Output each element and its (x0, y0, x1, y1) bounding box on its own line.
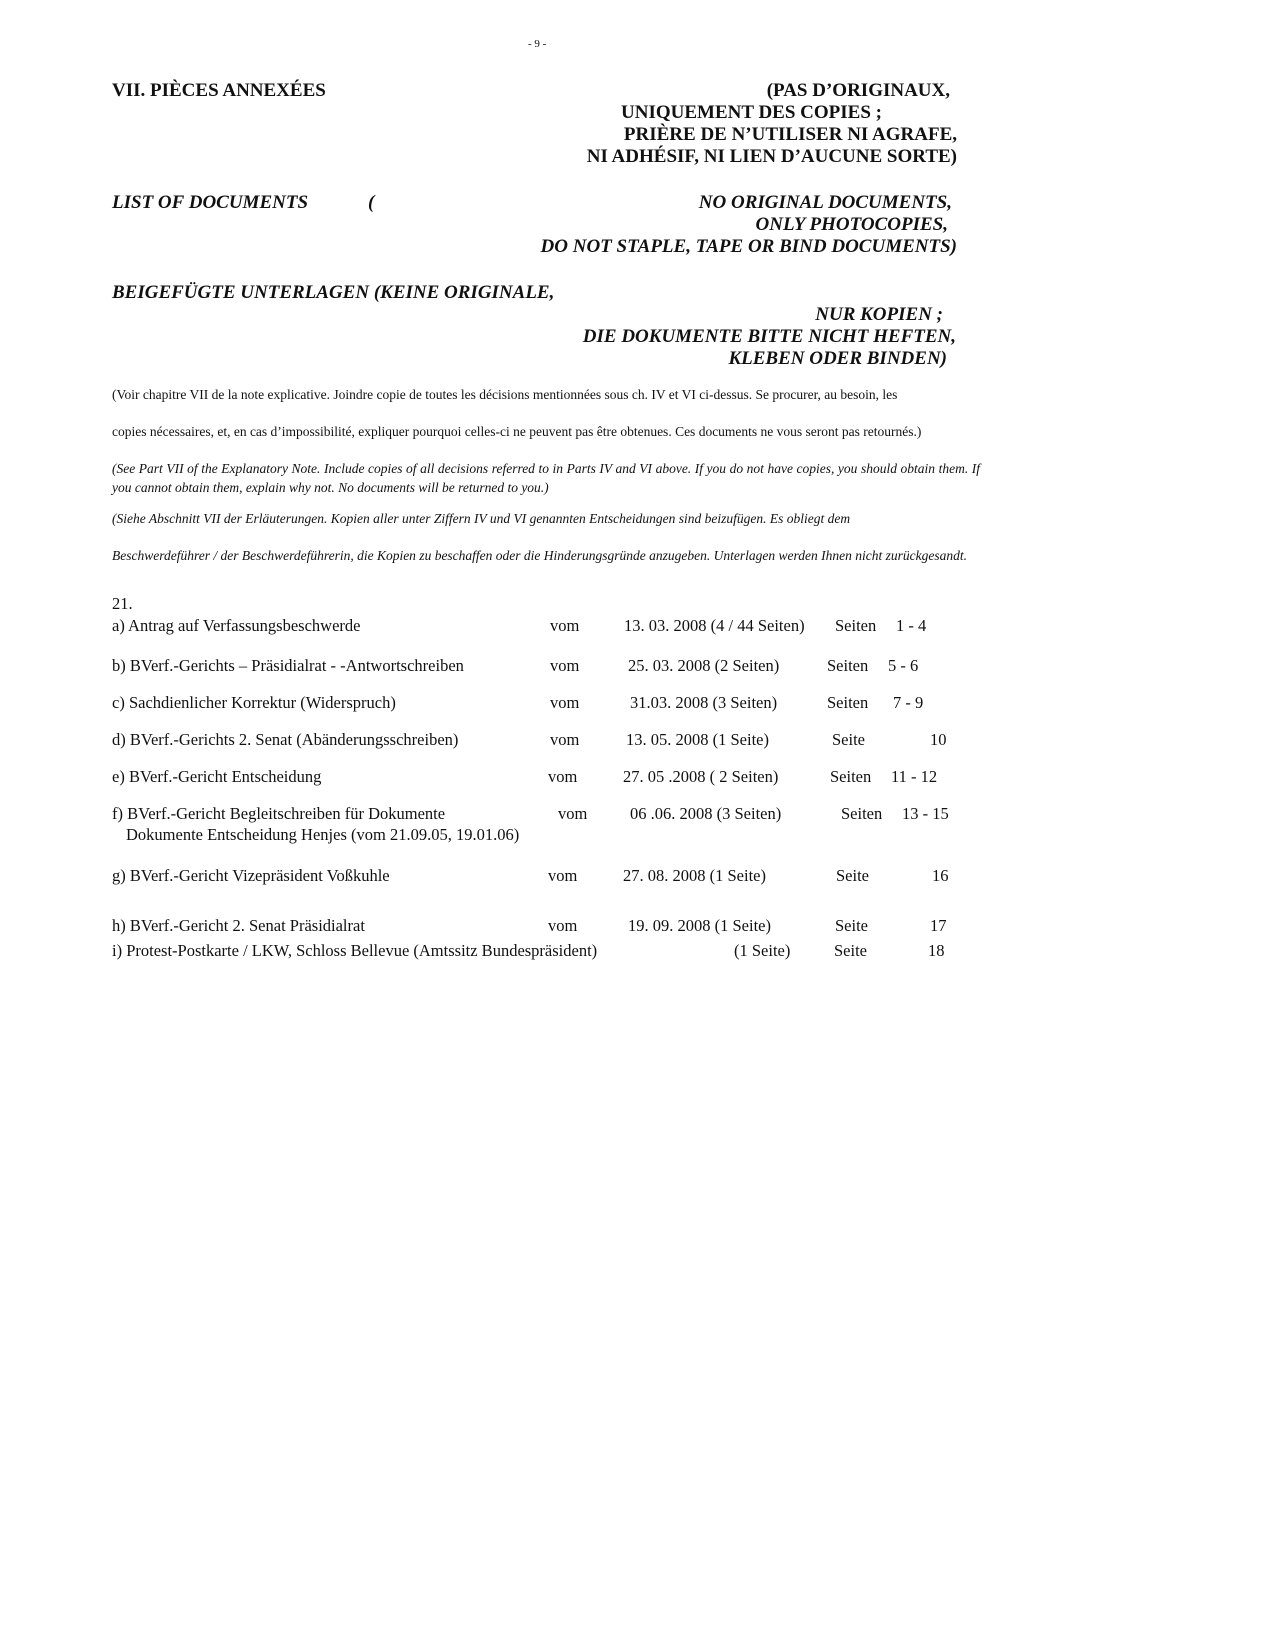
document-description: f) BVerf.-Gericht Begleitschreiben für Dokumente (112, 804, 446, 823)
document-pages: 13 - 15 (902, 804, 949, 823)
heading-de-title: BEIGEFÜGTE UNTERLAGEN (KEINE ORIGINALE, (112, 282, 555, 303)
document-pages: 5 - 6 (888, 656, 919, 675)
note-fr-2: copies nécessaires, et, en cas d’impossibilité, expliquer pourquoi celles-ci ne peuvent pas être obtenues. Ces documents ne vous seront pas retournés.) (112, 424, 922, 439)
document-date: 13. 03. 2008 (4 / 44 Seiten) (624, 616, 805, 635)
document-pages-label: Seite (832, 730, 865, 749)
document-description: c) Sachdienlicher Korrektur (Widerspruch) (112, 693, 396, 712)
document-pages-label: Seiten (835, 616, 877, 635)
document-date: 27. 08. 2008 (1 Seite) (623, 866, 766, 885)
document-description: e) BVerf.-Gericht Entscheidung (112, 767, 322, 786)
heading-fr-line: UNIQUEMENT DES COPIES ; (621, 102, 882, 123)
document-pages-label: Seiten (830, 767, 872, 786)
document-pages: 10 (930, 730, 947, 749)
document-description: d) BVerf.-Gerichts 2. Senat (Abänderungsschreiben) (112, 730, 459, 749)
document-vom: vom (550, 656, 580, 675)
heading-fr-line: PRIÈRE DE N’UTILISER NI AGRAFE, (623, 124, 957, 145)
document-pages: 11 - 12 (891, 767, 938, 786)
heading-de-line: NUR KOPIEN ; (815, 304, 943, 325)
document-pages: 16 (932, 866, 949, 885)
document-vom: vom (550, 693, 580, 712)
document-date: 13. 05. 2008 (1 Seite) (626, 730, 769, 749)
document-pages-label: Seite (835, 916, 868, 935)
document-date: 31.03. 2008 (3 Seiten) (630, 693, 778, 712)
document-vom: vom (550, 616, 580, 635)
note-de-1: (Siehe Abschnitt VII der Erläuterungen. Kopien aller unter Ziffern IV und VI genannten Entscheidungen sind beizufügen. Es obliegt dem (112, 511, 851, 526)
document-pages-label: Seiten (827, 693, 869, 712)
document-pages-label: Seite (834, 941, 867, 960)
heading-en-title: LIST OF DOCUMENTS (112, 192, 309, 213)
document-pages: 18 (928, 941, 945, 960)
document-pages-label: Seiten (827, 656, 869, 675)
heading-de-line: DIE DOKUMENTE BITTE NICHT HEFTEN, (582, 326, 956, 347)
heading-en-line: NO ORIGINAL DOCUMENTS, (698, 192, 952, 213)
page-number: - 9 - (528, 38, 547, 50)
document-vom: vom (550, 730, 580, 749)
document-vom: vom (548, 916, 578, 935)
document-date: 27. 05 .2008 ( 2 Seiten) (623, 767, 779, 786)
document-vom: vom (548, 767, 578, 786)
note-de-2: Beschwerdeführer / der Beschwerdeführerin, die Kopien zu beschaffen oder die Hinderungsgründe anzugeben. Unterlagen werden Ihnen nicht zurückgesandt. (112, 548, 967, 563)
document-vom: vom (548, 866, 578, 885)
note-fr-1: (Voir chapitre VII de la note explicative. Joindre copie de toutes les décisions mentionnées sous ch. IV et VI ci-dessus. Se procurer, au besoin, les (112, 387, 898, 402)
section-number: 21. (112, 594, 133, 613)
document-description: a) Antrag auf Verfassungsbeschwerde (112, 616, 361, 635)
document-description: h) BVerf.-Gericht 2. Senat Präsidialrat (112, 916, 365, 935)
document-description: i) Protest-Postkarte / LKW, Schloss Bellevue (Amtssitz Bundespräsident) (112, 941, 598, 960)
document-pages-label: Seite (836, 866, 869, 885)
document-date: 19. 09. 2008 (1 Seite) (628, 916, 771, 935)
heading-fr-line: (PAS D’ORIGINAUX, (766, 80, 950, 101)
document-pages: 1 - 4 (896, 616, 927, 635)
document-vom: vom (558, 804, 588, 823)
heading-de-line: KLEBEN ODER BINDEN) (728, 348, 947, 369)
heading-en-line: ONLY PHOTOCOPIES, (755, 214, 948, 235)
document-description: b) BVerf.-Gerichts – Präsidialrat - -Antwortschreiben (112, 656, 464, 675)
document-date: 25. 03. 2008 (2 Seiten) (628, 656, 780, 675)
document-pages: 7 - 9 (893, 693, 924, 712)
heading-en-paren: ( (368, 192, 375, 213)
document-pages-label: Seiten (841, 804, 883, 823)
document-date: 06 .06. 2008 (3 Seiten) (630, 804, 782, 823)
document-date: (1 Seite) (734, 941, 791, 960)
document-description: g) BVerf.-Gericht Vizepräsident Voßkuhle (112, 866, 390, 885)
heading-fr-title: VII. PIÈCES ANNEXÉES (112, 80, 326, 101)
heading-en-line: DO NOT STAPLE, TAPE OR BIND DOCUMENTS) (540, 236, 957, 257)
document-pages: 17 (930, 916, 947, 935)
note-en: (See Part VII of the Explanatory Note. Include copies of all decisions referred to in Parts IV and VI above. If you do not have copies, you should obtain them. If you cannot obtain them, explain why not. No documents will be returned to you.) (112, 461, 980, 495)
document-description-continued: Dokumente Entscheidung Henjes (vom 21.09.05, 19.01.06) (126, 825, 520, 844)
heading-fr-line: NI ADHÉSIF, NI LIEN D’AUCUNE SORTE) (586, 146, 957, 167)
